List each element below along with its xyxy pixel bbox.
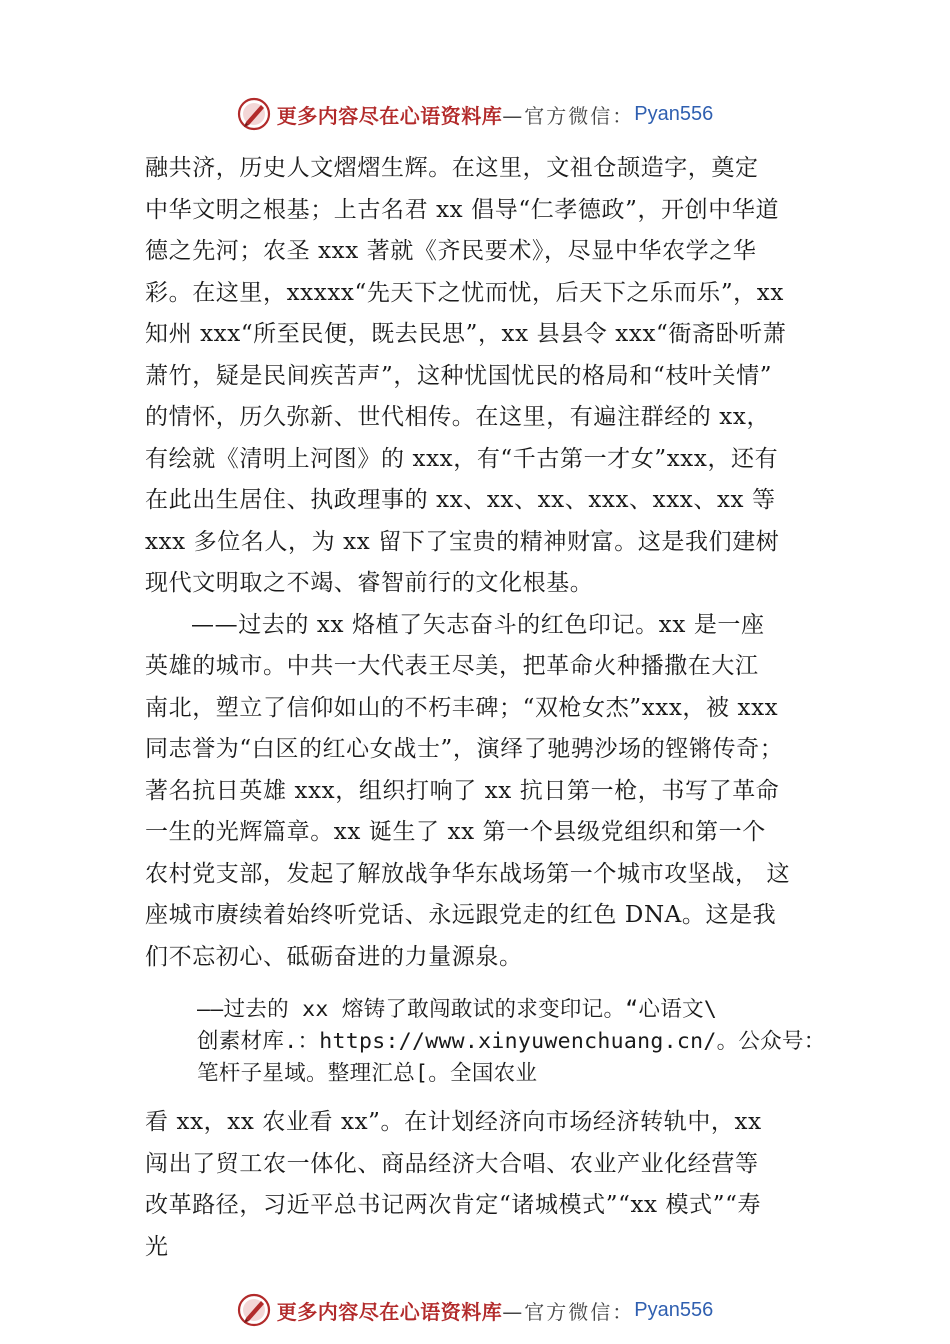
paragraph-reform <box>145 1102 835 1268</box>
text-line: 德之先河；农圣 xxx 著就《齐民要术》，尽显中华农学之华 <box>145 238 757 264</box>
text-line: 著名抗日英雄 xxx，组织打响了 xx 抗日第一枪，书写了革命 <box>145 777 780 804</box>
footer-banner <box>0 1290 950 1330</box>
text-line: 英雄的城市。中共一大代表王尽美，把革命火种播撒在大江 <box>145 653 759 679</box>
note-line: 创素材库.：https://www.xinyuwenchuang.cn/。公众号： <box>197 1029 826 1054</box>
text-line: 们不忘初心、砥砺奋进的力量源泉。 <box>145 943 523 970</box>
document-body <box>145 148 835 1268</box>
text-line: 有绘就《清明上河图》的 xxx，有“千古第一才女”xxx，还有 <box>145 445 779 472</box>
footer-wechat-id: Pyan556 <box>634 1298 714 1321</box>
footer-wechat-label: —官方微信： <box>502 1299 635 1324</box>
text-line: 南北，塑立了信仰如山的不朽丰碑；“双枪女杰”xxx，被 xxx <box>145 694 779 721</box>
note-line: ——过去的 xx 熔铸了敢闯敢试的求变印记。“心语文\ <box>197 997 718 1022</box>
watermark-note <box>197 994 835 1090</box>
text-line: 座城市赓续着始终听党话、永远跟党走的红色 DNA。这是我 <box>145 902 777 928</box>
text-line: 彩。在这里，xxxxx“先天下之忧而忧，后天下之乐而乐”，xx <box>145 279 784 306</box>
header-wechat-id: Pyan556 <box>634 102 714 125</box>
text-line: 中华文明之根基；上古名君 xx 倡导“仁孝德政”，开创中华道 <box>145 196 780 223</box>
text-line: 一生的光辉篇章。xx 诞生了 xx 第一个县级党组织和第一个 <box>145 819 766 845</box>
paragraph-culture <box>145 148 835 605</box>
note-line: 笔杆子星域。整理汇总[。全国农业 <box>197 1061 538 1086</box>
text-line: 同志誉为“白区的红心女战士”，演绎了驰骋沙场的铿锵传奇； <box>145 736 784 762</box>
header-title: 更多内容尽在心语资料库 <box>276 103 503 128</box>
pen-logo-icon <box>237 97 271 131</box>
header-banner <box>0 94 950 134</box>
pen-logo-icon <box>237 1293 271 1327</box>
text-line: 光 <box>145 1233 169 1260</box>
paragraph-red-imprint <box>145 605 835 979</box>
text-line: 闯出了贸工农一体化、商品经济大合唱、农业产业化经营等 <box>145 1150 759 1177</box>
text-line: 看 xx，xx 农业看 xx”。在计划经济向市场经济转轨中，xx <box>145 1109 762 1135</box>
text-line: xxx 多位名人，为 xx 留下了宝贵的精神财富。这是我们建树 <box>145 528 780 555</box>
header-wechat-label: —官方微信： <box>502 103 635 128</box>
text-line: 萧竹，疑是民间疾苦声”，这种忧国忧民的格局和“枝叶关情” <box>145 362 773 389</box>
text-line: 农村党支部，发起了解放战争华东战场第一个城市攻坚战， 这 <box>145 860 791 887</box>
text-line: 融共济，历史人文熠熠生辉。在这里，文祖仓颉造字，奠定 <box>145 155 759 181</box>
text-line: 改革路径，习近平总书记两次肯定“诸城模式”“xx 模式”“寿 <box>145 1192 762 1218</box>
text-line: 在此出生居住、执政理事的 xx、xx、xx、xxx、xxx、xx 等 <box>145 487 776 513</box>
text-line: 现代文明取之不竭、睿智前行的文化根基。 <box>145 570 594 596</box>
text-line: 的情怀，历久弥新、世代相传。在这里，有遍注群经的 xx， <box>145 404 771 430</box>
text-line: 知州 xxx“所至民便，既去民思”，xx 县县令 xxx“衙斋卧听萧 <box>145 321 787 347</box>
text-line: ——过去的 xx 烙植了矢志奋斗的红色印记。xx 是一座 <box>191 611 765 638</box>
footer-title: 更多内容尽在心语资料库 <box>276 1299 503 1324</box>
